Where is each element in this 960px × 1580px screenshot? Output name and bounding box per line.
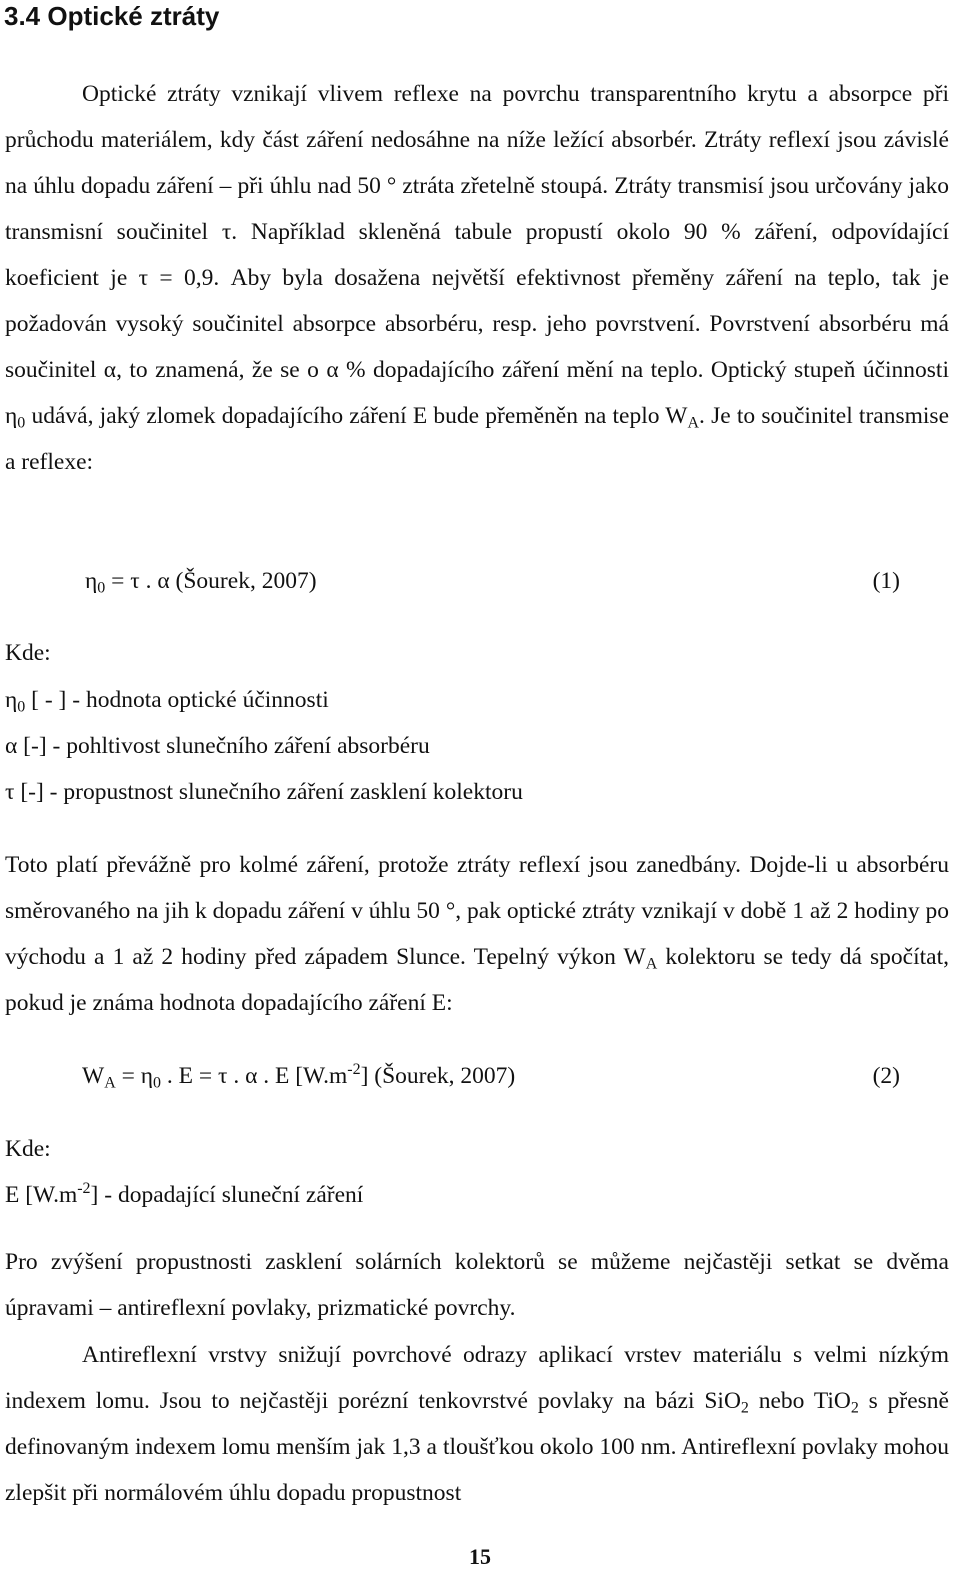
equation-text: ] (Šourek, 2007) xyxy=(360,1063,516,1089)
paragraph-antireflex xyxy=(5,1332,949,1516)
subscript: 0 xyxy=(97,579,106,597)
definition-text: τ [-] - propustnost slunečního záření zasklení kolektoru xyxy=(5,779,523,805)
subscript: 0 xyxy=(153,1074,162,1092)
page-number: 15 xyxy=(469,1544,491,1569)
subscript: 2 xyxy=(850,1399,859,1417)
subscript: A xyxy=(687,414,700,432)
text-run: Toto platí převážně pro kolmé záření, protože ztráty reflexí jsou zanedbány. Dojde-li u absorbéru směrovaného na jih k dopadu záření v úhlu 50 °, pak optické ztráty vznikají v době 1 až 2 hodiny po východu a 1 až 2 hodiny před západem Slunce. Tepelný výkon W xyxy=(5,852,949,970)
definition-irradiance xyxy=(5,1180,363,1210)
superscript: -2 xyxy=(77,1180,91,1198)
kde-label-1: Kde: xyxy=(5,640,51,666)
paragraph-optical-losses xyxy=(5,71,949,485)
equation-text: = η xyxy=(115,1063,154,1089)
equation-2-body xyxy=(82,1061,515,1091)
definition-eta xyxy=(5,685,329,715)
definition-alpha xyxy=(5,731,430,761)
section-heading: 3.4 Optické ztráty xyxy=(4,1,220,31)
text-run: udává, jaký zlomek dopadajícího záření E bude přeměněn na teplo W xyxy=(25,403,688,429)
equation-2-number: (2) xyxy=(872,1063,900,1089)
eta-symbol: η xyxy=(85,568,98,594)
equation-text: = τ . α (Šourek, 2007) xyxy=(105,568,317,594)
equation-text: W xyxy=(82,1063,105,1089)
definition-text: E [W.m xyxy=(5,1182,78,1208)
definition-text: α [-] - pohltivost slunečního záření absorbéru xyxy=(5,733,430,759)
text-run: kolektoru se tedy dá spočítat, pokud je známa hodnota dopadajícího záření E: xyxy=(5,944,950,1016)
equation-1-number: (1) xyxy=(872,568,900,594)
superscript: -2 xyxy=(347,1061,361,1079)
definition-text: [ - ] - hodnota optické účinnosti xyxy=(25,687,329,713)
subscript: A xyxy=(104,1074,116,1092)
definition-tau xyxy=(5,777,523,807)
eta-symbol: η xyxy=(5,687,18,713)
definition-text: ] - dopadající sluneční záření xyxy=(90,1182,364,1208)
text-run: Antireflexní vrstvy snižují povrchové odrazy aplikací vrstev materiálu s velmi nízkým indexem lomu. Jsou to nejčastěji porézní tenkovrstvé povlaky na bázi SiO xyxy=(5,1342,949,1414)
paragraph-reflection xyxy=(5,842,949,1026)
kde-label-2: Kde: xyxy=(5,1136,51,1162)
text-run: Optické ztráty vznikají vlivem reflexe na povrchu transparentního krytu a absorpce při průchodu materiálem, kdy část záření nedosáhne na níže ležící absorbér. Ztráty reflexí jsou závislé na úhlu dopadu záření – při úhlu nad 50 ° ztráta zřetelně stoupá. Ztráty transmisí jsou určovány jako transmisní součinitel τ. Například skleněná tabule propustí okolo 90 % záření, odpovídající koeficient je τ = 0,9. Aby byla dosažena největší efektivnost přeměny záření na teplo, tak je požadován vysoký součinitel absorpce absorbéru, resp. jeho povrstvení. Povrstvení absorbéru má součinitel α, to znamená, že se o α % dopadajícího záření mění na teplo. Optický stupeň účinnosti η xyxy=(5,81,949,429)
subscript: 2 xyxy=(740,1399,749,1417)
subscript: A xyxy=(645,955,658,973)
equation-text: . E = τ . α . E [W.m xyxy=(161,1063,348,1089)
text-run: . Je to součinitel transmise a reflexe: xyxy=(5,403,949,475)
subscript: 0 xyxy=(17,414,26,432)
paragraph-glazing: Pro zvýšení propustnosti zasklení solárních kolektorů se můžeme nejčastěji setkat se dvěma úpravami – antireflexní povlaky, prizmatické povrchy. xyxy=(5,1249,949,1321)
text-run: nebo TiO xyxy=(748,1388,851,1414)
text-run: s přesně definovaným indexem lomu menším jak 1,3 a tloušťkou okolo 100 nm. Antireflexní povlaky mohou zlepšit při normálovém úhlu dopadu propustnost xyxy=(5,1388,949,1506)
subscript: 0 xyxy=(17,698,26,716)
equation-1-body xyxy=(85,566,317,596)
